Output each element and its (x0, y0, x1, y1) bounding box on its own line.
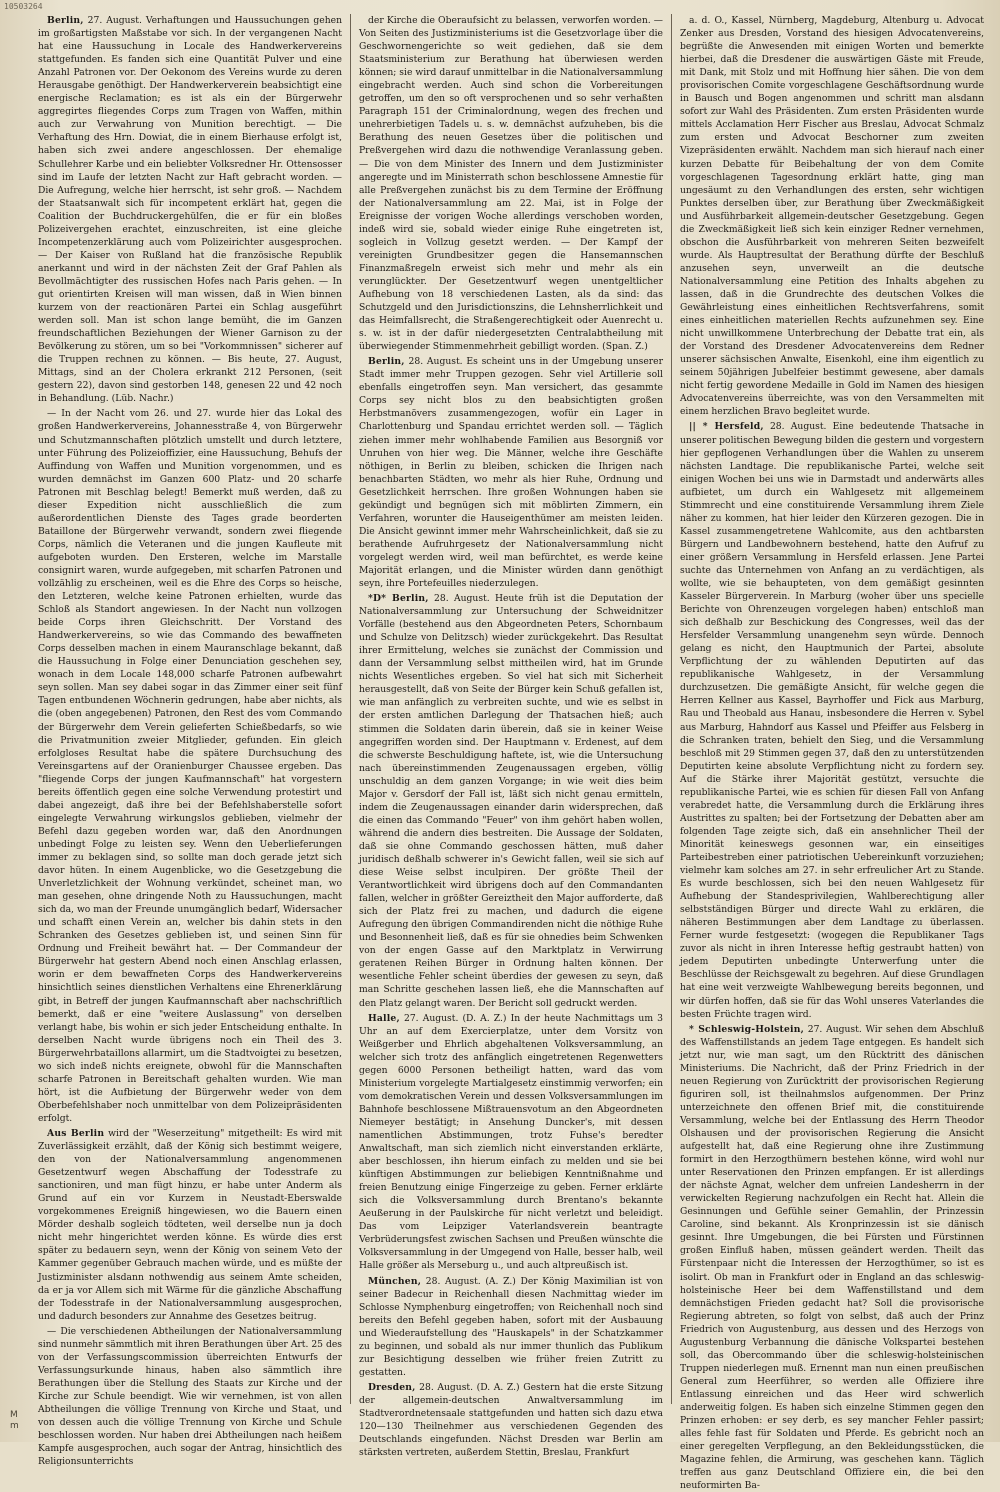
article (359, 1275, 663, 1379)
article-dateline: Berlin, (368, 356, 405, 368)
columns-container (30, 14, 992, 1492)
article-text: 27. August. (D. A. Z.) In der heute Nachmittags um 3 Uhr an auf dem Exercierplatze, unter dem Vorsitz von Weißgerber und Ehrlich abgehaltenen Volksversammlung, an welcher sich trotz des anfänglich eingetretenen Regenwetters gegen 6000 Personen betheiligt hatten, ward das vom Ministerium vorgelegte Martialgesetz einstimmig verworfen; ein vom demokratischen Verein und dessen Volksversammlungen im Bahnhofe beschlossene Mißtrauensvotum an den Abgeordneten Niemeyer bestätigt; in Ansehung Duncker's, mit dessen namentlichen Abstimmungen, trotz Fuhse's beredter Anwaltschaft, man sich ziemlich nicht einverstanden erklärte, aber beschlossen, ihn hierum einfach zu melden und sie bei künftigen Abstimmungen zur beliebigen Kenntnißnahme und freien Benutzung einige Fingerzeige zu geben. Ferner erklärte sich die Volksversammlung durch Brentano's bekannte Aeußerung in der Paulskirche für nicht verletzt und beleidigt. Das vom Leipziger Vaterlandsverein beantragte Verbrüderungsfest zwischen Sachsen und Preußen wünschte die Volksversammlung in der Umgegend von Halle, besser halb, weil Halle größer als Merseburg u., und auch altpreußisch ist. (359, 1012, 663, 1272)
article-dateline: Halle, (368, 1012, 400, 1024)
article (359, 1381, 663, 1459)
article (38, 1325, 342, 1469)
article-dateline: Dresden, (368, 1381, 416, 1393)
article-dateline: || * Hersfeld, (689, 421, 764, 433)
article-text: 28. August. (A. Z.) Der König Maximilian ist von seiner Badecur in Reichenhall diesen Nachmittag wieder im Schlosse Nymphenburg eingetroffen; von Reichenhall noch sind bereits den Befehl gegeben haben, sofort mit der Ausbauung und Wiederaufstellung des "Hauskapels" in der Schatzkammer zu beginnen, und sobald als nur immer thunlich das Publikum zur Besichtigung desselben wie früher freien Zutritt zu gestatten. (359, 1275, 663, 1378)
article-text: 28. August. Heute früh ist die Deputation der Nationalversammlung zur Untersuchung der Schweidnitzer Vorfälle (bestehend aus den Abgeordneten Peters, Schornbaum und Schulze von Delitzsch) wieder zurückgekehrt. Das Resultat ihrer Ermittelung, welches sie zunächst der Commission und dann der Versammlung selbst mittheilen wird, hat im Grunde nichts Wesentliches ergeben. So viel hat sich mit Sicherheit herausgestellt, daß von Seite der Bürger kein Schuß gefallen ist, wie man anfänglich zu verbreiten suchte, und wie es selbst in der ersten amtlichen Darlegung der Thatsachen hieß; auch stimmen die Soldaten darin überein, daß sie in keiner Weise angegriffen worden sind. Der Hauptmann v. Erdenest, auf dem die schwerste Beschuldigung haftete, ist, wie die Untersuchung nach übereinstimmenden Zeugenaussagen ergeben, völlig unschuldig an dem ganzen Vorgange; in wie weit dies beim Major v. Gersdorf der Fall ist, läßt sich nicht genau ermitteln, indem die Zeugenaussagen einander darin widersprechen, daß die einen das Commando "Feuer" von ihm gehört haben wollen, während die andern dies bestreiten. Die Aussage der Soldaten, daß sie ohne Commando geschossen hätten, muß daher juridisch deßhalb schwerer in's Gewicht fallen, weil sie sich auf diese Weise selbst inculpiren. Der größte Theil der Verantwortlichkeit wird übrigens doch auf den Commandanten fallen, welcher in größter Gereiztheit den Major aufforderte, daß sich der Platz frei zu machen, und dadurch die eigene Aufregung den übrigen Commandirenden nicht die nöthige Ruhe und Besonnenheit ließ, daß es für sie ohnedies beim Schwenken von der engen Gasse auf den Marktplatz in Verwirrung geratenen Reihen Bürger in Ordnung halten können. Der wesentliche Fehler scheint überdies der gewesen zu seyn, daß man Schritte geschehen lassen ließ, ehe die Mannschaften auf den Platz gelangt waren. Der Bericht soll gedruckt werden. (359, 593, 663, 1009)
footer-mark: m (10, 1421, 19, 1431)
article (38, 407, 342, 1125)
article-dateline: Berlin, (47, 15, 84, 26)
article-text: 28. August. (D. A. Z.) Gestern hat die erste Sitzung der allgemein-deutschen Anwaltversammlung im Stadtverordnetensaale stattgefunden und hatten sich dazu etwa 120—130 Theilnehmer aus verschiedenen Gegenden des Deutschlands eingefunden. Nächst Dresden war Berlin am stärksten vertreten, außerdem Stettin, Breslau, Frankfurt (359, 1381, 664, 1459)
footer-marks (10, 1410, 19, 1432)
article (359, 1012, 663, 1273)
article-dateline: München, (368, 1275, 422, 1287)
page-id: 10503264 (4, 2, 43, 11)
article (359, 592, 663, 1010)
article (359, 355, 663, 590)
article-text: 27. August. Verhaftungen und Haussuchungen gehen im großartigsten Maßstabe vor sich. In der vergangenen Nacht hat eine Haussuchung in Locale des Handwerkervereins stattgefunden. Es fanden sich eine Quantität Pulver und eine Anzahl Patronen vor. Der Oekonom des Vereins wurde zu deren Herausgabe genöthigt. Der Handwerkerverein beabsichtigt eine energische Reclamation; es ist als ein der Bürgerwehr aggregirtes fliegendes Corps zum Tragen von Waffen, mithin auch zur Verwahrung von Munition berechtigt. — Die Verhaftung des Hrn. Dowiat, die in einem Bierhause erfolgt ist, haben sich zwei andere angeschlossen. Der ehemalige Schullehrer Karbe und ein beliebter Volksredner Hr. Ottensosser sind im Laufe der letzten Nacht zur Haft gebracht worden. — Die Aufregung, welche hier herrscht, ist sehr groß. — Nachdem der Staatsanwalt sich für incompetent erklärt hat, gegen die Coalition der Buchdruckergehülfen, die er für ein bloßes Polizeivergehen erachtet, einzuschreiten, ist eine gleiche Incompetenzerklärung auch vom Polizeirichter ausgesprochen. — Der Kaiser von Rußland hat die französische Republik anerkannt und wird in der nächsten Zeit der Graf Pahlen als Bevollmächtigter des russischen Hofes nach Paris gehen. — In gut orientirten Kreisen will man wissen, daß in Wien binnen kurzem von der reactionären Partei ein Schlag ausgeführt werden soll. Man ist schon lange bemüht, die im Ganzen freundschaftlichen Beziehungen der Wiener Garnison zu der Bevölkerung zu stören, um so bei "Vorkommnissen" sicherer auf die Truppen rechnen zu können. — Bis heute, 27. August, Mittags, sind an der Cholera erkrankt 212 Personen, (seit gestern 22), davon sind gestorben 148, genesen 22 und 42 noch in Behandlung. (Lüb. Nachr.) (38, 15, 342, 405)
article-dateline: *D* Berlin, (368, 593, 429, 605)
article-text: — Die verschiedenen Abtheilungen der Nationalversammlung sind nunmehr sämmtlich mit ihren Berathungen über Art. 25 des von der Verfassungscommission überreichten Entwurfs der Verfassungsurkunde hinaus, haben also sämmtlich ihre Berathungen über die Stellung des Staats zur Kirche und der Kirche zur Schule beendigt. Wie wir vernehmen, ist von allen Abtheilungen die völlige Trennung von Kirche und Staat, und von dessen auch die völlige Trennung von Kirche und Schule beschlossen worden. Nur haben drei Abtheilungen nach heißem Kampfe ausgesprochen, auch sogar der Antrag, hinsichtlich des Religionsunterrichts (38, 1325, 342, 1468)
article-text: — In der Nacht vom 26. und 27. wurde hier das Lokal des großen Handwerkervereins, Johannesstraße 4, von Bürgerwehr und Schutzmannschaften plötzlich umstellt und durch letztere, unter Führung des Polizeioffizier, eine Haussuchung, Behufs der Auffindung von Waffen und Munition vorgenommen, und es wurden demnächst im Ganzen 600 Platz- und 20 scharfe Patronen mit Beschlag belegt! Bemerkt muß werden, daß zu dieser Expedition nicht ausschließlich die zum außerordentlichen Dienste des Tages grade beorderten Bataillone der Bürgerwehr verwandt, sondern zwei fliegende Corps, nämlich die Veteranen und die jungen Kaufleute mit aufgeboten wurden. Den Ersteren, welche im Marstalle consignirt waren, wurde aufgegeben, mit scharfen Patronen und vollzählig zu erscheinen, weil es die Ehre des Corps so heische, den Letzteren, welche keine Patronen erhielten, wurde das Schloß als Standort angewiesen. In der Nacht nun vollzogen beide Corps ihren Gleichschritt. Der Vorstand des Handwerkervereins, so wie das Commando des bewaffneten Corps desselben machen in einem Mauranschlage bekannt, daß die Haussuchung in Folge einer Denunciation geschehen sey, wonach in dem Locale 148,000 scharfe Patronen aufbewahrt seyn sollen. Man sey dabei sogar in das Zimmer einer seit fünf Tagen entbundenen Wöchnerin gedrungen, habe aber nichts, als die (oben angegebenen) Patronen, den Rest des vom Commando der Bürgerwehr dem Verein gelieferten Schießbedarfs, so wie die Privatmunition zweier Mitglieder, gefunden. Ein gleich erfolgloses Resultat habe die spätere Durchsuchung des Vereinsgartens auf der Oranienburger Chaussee ergeben. Das "fliegende Corps der jungen Kaufmannschaft" hat vorgestern bereits öffentlich gegen eine solche Verwendung protestirt und dabei angezeigt, daß ihre bei der Befehlshaberstelle sofort eingelegte Verwahrung wirkungslos geblieben, vielmehr der Befehl dazu gegeben worden war, daß den Anordnungen unbedingt Folge zu leisten sey. Wenn den Ueberlieferungen immer zu beklagen sind, so sollte man doch gerade jetzt sich davor hüten. In einem Augenblicke, wo die Gesetzgebung die Unverletzlichkeit der Wohnung verkündet, scheinet man, wo man gesehen, ohne dringende Noth zu Haussuchungen, macht sich da, wo man der Freunde unumgänglich bedarf, Widersacher und schafft einen Verein an, welcher bis dahin stets in den Schranken des Gesetzes geblieben ist, und seinen Sinn für Ordnung und Freiheit bewährt hat. — Der Commandeur der Bürgerwehr hat gestern Abend noch einen Anschlag erlassen, worin er dem bewaffneten Corps des Handwerkervereins hinsichtlich seines dienstlichen Verhaltens eine Ehrenerklärung gibt, in Betreff der jungen Kaufmannschaft aber nachschriftlich bemerkt, daß er eine "weitere Auslassung" von derselben verlangt habe, bis wohin er sich jeder Entscheidung enthalte. In derselben Nacht wurde übrigens noch ein Theil des 3. Bürgerwehrbataillons allarmirt, um die Stadtvoigtei zu besetzen, wo sich indeß nichts ereignete, obwohl für die Mannschaften scharfe Patronen in Bereitschaft gehalten wurden. Wie man hört, ist die Aufbietung der Bürgerwehr weder von dem Oberbefehlshaber noch unmittelbar von dem Polizeipräsidenten erfolgt. (38, 408, 342, 1124)
article-text: wird der "Weserzeitung" mitgetheilt: Es wird mit Zuverlässigkeit erzählt, daß der König sich bestimmt weigere, den von der Nationalversammlung angenommenen Gesetzentwurf wegen Abschaffung der Todesstrafe zu sanctioniren, und man fügt hinzu, er habe unter Anderm als Grund auf ein vor Kurzem in Neustadt-Eberswalde vorgekommenes Ereigniß hingewiesen, wo die Bauern einen Mörder deshalb sogleich tödteten, weil derselbe nun ja doch nicht mehr hingerichtet werden könne. Es würde dies erst später zu bedauern seyn, wenn der König von seinem Veto der Kammer gegenüber Gebrauch machen würde, und es müßte der Justizminister alsdann nothwendig aus seinem Amte scheiden, da er ja vor Allem sich mit Wärme für die gänzliche Abschaffung der Todesstrafe in der Nationalversammlung ausgesprochen, und dadurch besonders zur Annahme des Gesetzes beitrug. (38, 1127, 342, 1322)
article (38, 1127, 342, 1323)
article-text: 28. August. Es scheint uns in der Umgebung unserer Stadt immer mehr Truppen gezogen. Sehr viel Artillerie soll ebenfalls eingetroffen seyn. Man versichert, das gesammte Corps sey nicht blos zu den beabsichtigten großen Herbstmanövers zusammengezogen, wofür ein Lager in Charlottenburg und Spandau errichtet werden soll. — Täglich ziehen immer mehr wohlhabende Familien aus Besorgniß vor Unruhen von hier weg. Die Männer, welche ihre Geschäfte nöthigen, in Berlin zu bleiben, schicken die Ihrigen nach benachbarten Städten, wo mehr als hier Ruhe, Ordnung und Gesetzlichkeit herrschen. Ihre großen Wohnungen haben sie gekündigt und begnügen sich mit möblirten Zimmern, ein Verfahren, worunter die Hauseigenthümer am meisten leiden. Die Ansicht gewinnt immer mehr Wahrscheinlichkeit, daß sie zu berathende Aufruhrgesetz der Nationalversammlung nicht vorgelegt werden wird, weil man befürchtet, es werde keine Majorität erlangen, und die Minister würden dann genöthigt seyn, ihre Portefeuilles niederzulegen. (359, 356, 664, 590)
article (38, 14, 342, 405)
column-2 (350, 14, 671, 1459)
article-dateline: Aus Berlin (47, 1127, 105, 1139)
article-text: 28. August. Eine bedeutende Thatsache in unserer politischen Bewegung bilden die gestern und vorgestern hier gepflogenen Verhandlungen über die Wahlen zu unserem nächsten Landtage. Die republikanische Partei, welche seit einigen Wochen bei uns wie in Darmstadt und anderwärts alles aufbietet, um durch ein Wahlgesetz mit allgemeinem Stimmrecht und eine constituirende Versammlung ihrem Ziele näher zu kommen, hat hier leider den Kürzeren gezogen. Die in Kassel zusammengetretene Wahlcomite, aus den achtbarsten Bürgern und Landbewohnern bestehend, hatte den Aufruf zu einer größern Versammlung in Hersfeld erlassen. Jene Partei suchte das Unternehmen von Anfang an zu verdächtigen, als wollte, wie sie behaupteten, von dem gemäßigt gesinnten Kasseler Bürgerverein. In Marburg (woher über uns specielle Berichte von Ohrenzeugen vorgelegen haben) entschloß man sich deßhalb zur Beschickung des Congresses, weil das der Hersfelder Versammlung unangenehm seyn würde. Dennoch gelang es nicht, den Hauptmunich der Partei, absolute Verpflichtung der zu wählenden Deputirten auf das republikanische Wahlgesetz, in der Versammlung durchzusetzen. Die gemäßigte Ansicht, für welche gegen die Herren Kellner aus Kassel, Bayrhoffer und Fick aus Marburg, Rau und Theobald aus Hanau, insbesondere die Herren v. Sybel aus Marburg, Hahndorf aus Kassel und Pfeiffer aus Felsberg in die Schranken traten, behielt den Sieg, und die Versammlung beschloß mit 29 Stimmen gegen 37, daß den zu unterstützenden Deputirten keine absolute Verpflichtung nicht zu fordern sey. Auf die Stärke ihrer Majorität gestützt, versuchte die republikanische Partei, wie es schien für diesen Fall von Anfang verabredet hatte, die Versammlung durch die Erklärung ihres Austrittes zu spalten; bei der Fortsetzung der Debatten aber am folgenden Tage zeigte sich, daß ein ansehnlicher Theil der Minorität keineswegs gesonnen war, ein einseitiges Parteibestreben einer patriotischen Uebereinkunft vorzuziehen; vielmehr kam solches am 27. in sehr erfreulicher Art zu Stande. Es wurde beschlossen, sich bei den neuen Wahlgesetz für Aufhebung der Standesprivilegien, Wahlberechtigung aller selbstständigen Bürger und directe Wahl zu erklären, die näheren Bestimmungen aber dem Landtage zu überlassen. Ferner wurde festgesetzt: (wogegen die Republikaner Tags zuvor als nicht in ihren Interesse heftig gestraubt hatten) von jedem Deputirten unbedingte Unterwerfung unter die Beschlüsse der Reichsgewalt zu begehren. Auf diese Grundlagen hat eine weit verzweigte Wahlbewegung bereits begonnen, und wir dürfen hoffen, daß sie für das Wohl unseres Vaterlandes die besten Früchte tragen wird. (680, 421, 984, 1020)
article-text: a. d. O., Kassel, Nürnberg, Magdeburg, Altenburg u. Advocat Zenker aus Dresden, Vorstand des hiesigen Advocatenvereins, begrüßte die Anwesenden mit einigen Worten und bemerkte hierbei, daß die Dresdener die auswärtigen Gäste mit Freude, mit Dank, mit Stolz und mit Hoffnung hier sähen. Die von dem provisorischen Comite vorgeschlagene Geschäftsordnung wurde in Bausch und Bogen angenommen und schritt man alsdann sofort zur Wahl des Präsidenten. Zum ersten Präsidenten wurde mittels Acclamation Herr Fischer aus Breslau, Advocat Schmalz zum ersten und Advocat Beschorner zum zweiten Vizepräsidenten erwählt. Nachdem man sich hierauf nach einer kurzen Debatte für Beibehaltung der von dem Comite vorgeschlagenen Tagesordnung erklärt hatte, ging man ungesäumt zu den Verhandlungen des ersten, sehr wichtigen Punktes derselben über, zur Berathung über Zweckmäßigkeit und Ausführbarkeit allgemein-deutscher Gesetzgebung. Gegen die Zweckmäßigkeit ließ sich kein einziger Redner vernehmen, obschon die Ausführbarkeit von mehreren Seiten bezweifelt wurde. Als Hauptresultat der Berathung dürfte der Beschluß anzusehen seyn, unverweilt an die deutsche Nationalversammlung eine Petition des Inhalts abgehen zu lassen, daß in die Grundrechte des deutschen Volkes die Gewährleistung eines einheitlichen Rechtsverfahrens, somit eines einheitlichen materiellen Rechts aufzunehmen sey. Eine nicht unwillkommene Unterbrechung der Debatte trat ein, als der Vorstand des Dresdener Advocatenvereins dem Redner unserer sächsischen Anwalte, Eisenkohl, eine ihm eigentlich zu seinem 50jährigen Jubelfeier bestimmt gewesene, aber damals nicht fertig gewordene Medaille in Gold im Namen des hiesigen Advocatenvereins überreichte, was von den Versammelten mit einem herzlichen Bravo begleitet wurde. (680, 15, 984, 418)
article (680, 14, 984, 418)
column-1 (30, 14, 350, 1468)
column-3 (671, 14, 992, 1492)
article-text: der Kirche die Oberaufsicht zu belassen, verworfen worden. — Von Seiten des Justizministeriums ist die Gesetzvorlage über die Geschwornengerichte so weit gediehen, daß sie dem Staatsministerium zur Berathung hat überwiesen werden können; sie wird darauf unmittelbar in die Nationalversammlung eingebracht werden. Auch sind schon die Vorbereitungen getroffen, um den so oft versprochenen und so sehr verhaßten Paragraph 151 der Criminalordnung, wegen des frechen und unehrerbietigen Tadels u. s. w. demnächst aufzuheben, bis die Berathung des neuen Gesetzes über die politischen und Preßvergehen wird dazu die nothwendige Veranlassung geben. — Die von dem Minister des Innern und dem Justizminister angeregte und im Ministerrath schon beschlossene Amnestie für alle Preßvergehen zunächst bis zu dem Termine der Eröffnung der Nationalversammlung am 22. Mai, ist in Folge der Ereignisse der vorigen Woche allerdings verschoben worden, indeß wird sie, sobald wieder einige Ruhe eingetreten ist, sogleich in Vollzug gesetzt werden. — Der Kampf der vereinigten Grundbesitzer gegen die Hansemannschen Finanzmaßregeln erweist sich mehr und mehr als ein verunglückter. Der Gesetzentwurf wegen unentgeltlicher Aufhebung von 18 verschiedenen Lasten, als da sind: das Schutzgeld und den Jurisdictionszins, die Lehnsherrlichkeit und das Heimfallsrecht, die Straßengerechtigkeit oder Auenrecht u. s. w. ist in der dafür niedergesetzten Centralabtheilung mit überwiegender Stimmenmehrheit gebilligt worden. (Span. Z.) (359, 15, 663, 353)
article-text: 27. August. Wir sehen dem Abschluß des Waffenstillstands an jedem Tage entgegen. Es handelt sich jetzt nur, wie man sagt, um den Rücktritt des dänischen Ministeriums. Die Nachricht, daß der Prinz Friedrich in der neuen Regierung von Zurücktritt der provisorischen Regierung figuriren soll, ist theilnahmslos aufgenommen. Der Prinz unterzeichnete den offenen Brief mit, die constituirende Versammlung, welche bei der Entlassung des Herrn Theodor Olshausen und der provisorischen Regierung die Ansicht aufgestellt hat, daß eine Regierung ohne ihre Zustimmung formirt in den Herzogthümern bestehen könne, wird wohl nur unter Reservationen den Prinzen empfangen. Er ist allerdings der nächste Agnat, welcher dem unfreien Landesherrn in der verwickelten Regierung nachzufolgen ein Recht hat. Allein die Gesinnungen und Gefühle seiner Gemahlin, der Prinzessin Caroline, sind bekannt. Als Kronprinzessin ist sie dänisch gesinnt. Ihre Umgebungen, die bei Fürsten und Fürstinnen großen Einfluß haben, müssen geändert werden. Theilt das Fürstenpaar nicht die Interessen der Herzogthümer, so ist es isolirt. Ob man in Frankfurt oder in England an das schleswig-holsteinische Heer bei dem Waffenstillstand und dem demnächstigen Frieden gedacht hat? Soll die provisorische Regierung abtreten, so folgt von selbst, daß auch der Prinz Friedrich von Augustenburg, aus dessen und des Herzogs von Augustenburg Verbannung die dänische Volkspartei bestehen soll, das Obercommando über die schleswig-holsteinischen Truppen niederlegen muß. Ernennt man nun einen preußischen General zum Heerführer, so werden alle Offiziere ihre Entlassung einreichen und das Heer wird schwerlich anderweitig folgen. Es haben sich einzelne Stimmen gegen den Prinzen erhoben: er sey derb, es sey mancher Fehler passirt; alles fehle fast für Soldaten und Pferde. Es gebricht noch an einer geregelten Verpflegung, an den Bekleidungsstücken, die Magazine fehlen, die Armirung, was geschehen kann. Täglich treffen aus ganz Deutschland Offiziere ein, die bei den neuformirten Ba- (680, 1023, 985, 1492)
article (359, 14, 663, 353)
footer-mark: M (10, 1410, 18, 1420)
article (680, 1023, 984, 1492)
article (680, 420, 984, 1020)
article-dateline: * Schleswig-Holstein, (689, 1023, 804, 1035)
